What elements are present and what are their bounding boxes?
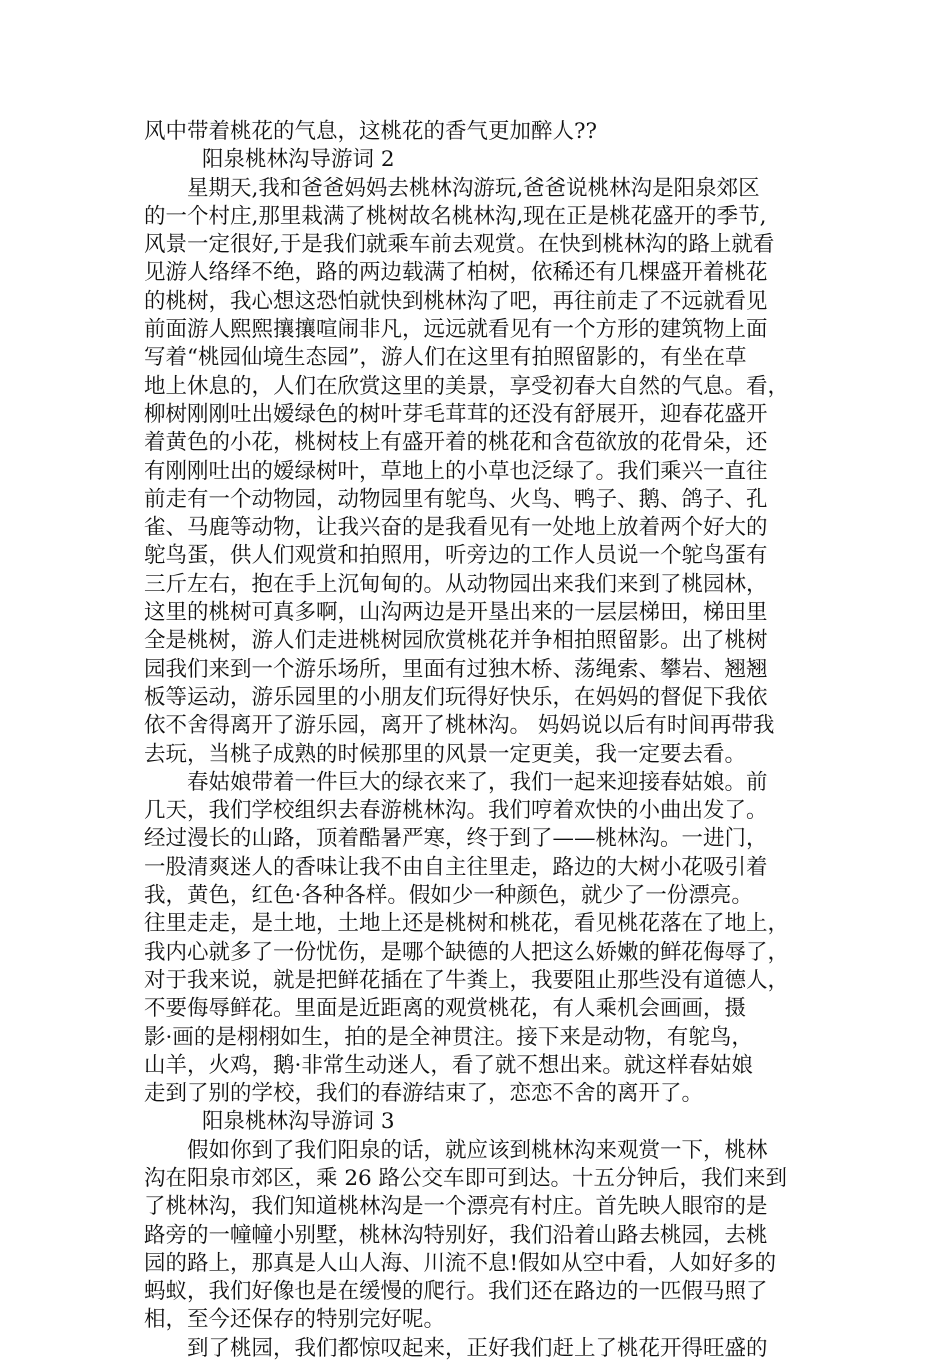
document-page	[144, 118, 808, 1363]
text-line: 假如你到了我们阳泉的话，就应该到桃林沟来观赏一下，桃林	[144, 1137, 768, 1163]
text-line: 星期天,我和爸爸妈妈去桃林沟游玩,爸爸说桃林沟是阳泉郊区	[144, 175, 760, 201]
text-line: 前走有一个动物园，动物园里有鸵鸟、火鸟、鸭子、鹅、鸽子、孔	[144, 486, 768, 512]
text-line: 见游人络绎不绝，路的两边载满了柏树，依稀还有几棵盛开着桃花	[144, 260, 768, 286]
text-line: 我内心就多了一份忧伤，是哪个缺德的人把这么娇嫩的鲜花侮辱了，	[144, 939, 790, 965]
text-line: 雀、马鹿等动物，让我兴奋的是我看见有一处地上放着两个好大的	[144, 515, 768, 541]
text-line: 几天，我们学校组织去春游桃林沟。我们哼着欢快的小曲出发了。	[144, 798, 768, 824]
text-line: 园我们来到一个游乐场所，里面有过独木桥、荡绳索、攀岩、翘翘	[144, 656, 768, 682]
text-line: 柳树刚刚吐出嫒绿色的树叶芽毛茸茸的还没有舒展开，迎春花盛开	[144, 401, 768, 427]
text-line: 园的路上，那真是人山人海、川流不息!假如从空中看，人如好多的	[144, 1250, 777, 1276]
text-line: 板等运动，游乐园里的小朋友们玩得好快乐，在妈妈的督促下我依	[144, 684, 768, 710]
text-line: 风中带着桃花的气息，这桃花的香气更加醉人??	[144, 119, 598, 144]
text-line: 的桃树，我心想这恐怕就快到桃林沟了吧，再往前走了不远就看见	[144, 288, 768, 314]
text-line: 着黄色的小花，桃树枝上有盛开着的桃花和含苞欲放的花骨朵，还	[144, 430, 768, 456]
text-line: 去玩，当桃子成熟的时候那里的风景一定更美，我一定要去看。	[144, 741, 747, 767]
text-line: 对于我来说，就是把鲜花插在了牛粪上，我要阻止那些没有道德人，	[144, 967, 790, 993]
text-line: 到了桃园，我们都惊叹起来，正好我们赶上了桃花开得旺盛的	[144, 1335, 768, 1361]
text-line: 写着“桃园仙境生态园”，游人们在这里有拍照留影的，有坐在草	[144, 345, 747, 371]
section-heading: 阳泉桃林沟导游词 2	[202, 147, 395, 173]
text-line: 往里走走，是土地，土地上还是桃树和桃花，看见桃花落在了地上，	[144, 911, 790, 937]
text-line: 地上休息的，人们在欣赏这里的美景，享受初春大自然的气息。看，	[144, 373, 790, 399]
text-line: 三斤左右，抱在手上沉甸甸的。从动物园出来我们来到了桃园林，	[144, 571, 768, 597]
text-line: 路旁的一幢幢小别墅，桃林沟特别好，我们沿着山路去桃园，去桃	[144, 1222, 768, 1248]
text-line: 的一个村庄,那里栽满了桃树故名桃林沟,现在正是桃花盛开的季节,	[144, 203, 767, 229]
text-line: 了桃林沟，我们知道桃林沟是一个漂亮有村庄。首先映人眼帘的是	[144, 1194, 768, 1220]
text-line: 有刚刚吐出的嫒绿树叶，草地上的小草也泛绿了。我们乘兴一直往	[144, 458, 768, 484]
text-line: 前面游人熙熙攘攘喧闹非凡，远远就看见有一个方形的建筑物上面	[144, 317, 768, 343]
document-body	[144, 118, 808, 1363]
text-line: 走到了别的学校，我们的春游结束了，恋恋不舍的离开了。	[144, 1081, 704, 1107]
text-line: 蚂蚁，我们好像也是在缓慢的爬行。我们还在路边的一匹假马照了	[144, 1279, 768, 1305]
section-heading: 阳泉桃林沟导游词 3	[202, 1109, 395, 1135]
text-line: 一股清爽迷人的香味让我不由自主往里走，路边的大树小花吸引着	[144, 854, 768, 880]
text-line: 鸵鸟蛋，供人们观赏和拍照用，听旁边的工作人员说一个鸵鸟蛋有	[144, 543, 768, 569]
text-line: 影·画的是栩栩如生，拍的是全神贯注。接下来是动物，有鸵鸟，	[144, 1024, 753, 1050]
text-line: 全是桃树，游人们走进桃树园欣赏桃花并争相拍照留影。出了桃树	[144, 628, 768, 654]
text-line: 我，黄色，红色·各种各样。假如少一种颜色，就少了一份漂亮。	[144, 883, 753, 909]
text-line: 风景一定很好,于是我们就乘车前去观赏。在快到桃林沟的路上就看	[144, 232, 775, 258]
text-line: 经过漫长的山路，顶着酷暑严寒，终于到了——桃林沟。一进门，	[144, 826, 768, 852]
text-line: 山羊，火鸡，鹅·非常生动迷人，看了就不想出来。就这样春姑娘	[144, 1052, 753, 1078]
text-line: 依不舍得离开了游乐园，离开了桃林沟。 妈妈说以后有时间再带我	[144, 713, 775, 739]
text-line: 春姑娘带着一件巨大的绿衣来了，我们一起来迎接春姑娘。前	[144, 769, 768, 795]
text-line: 沟在阳泉市郊区，乘 26 路公交车即可到达。十五分钟后，我们来到	[144, 1165, 788, 1191]
text-line: 这里的桃树可真多啊，山沟两边是开垦出来的一层层梯田，梯田里	[144, 600, 768, 626]
text-line: 相，至今还保存的特别完好呢。	[144, 1307, 446, 1333]
text-line: 不要侮辱鲜花。里面是近距离的观赏桃花，有人乘机会画画，摄	[144, 996, 747, 1022]
